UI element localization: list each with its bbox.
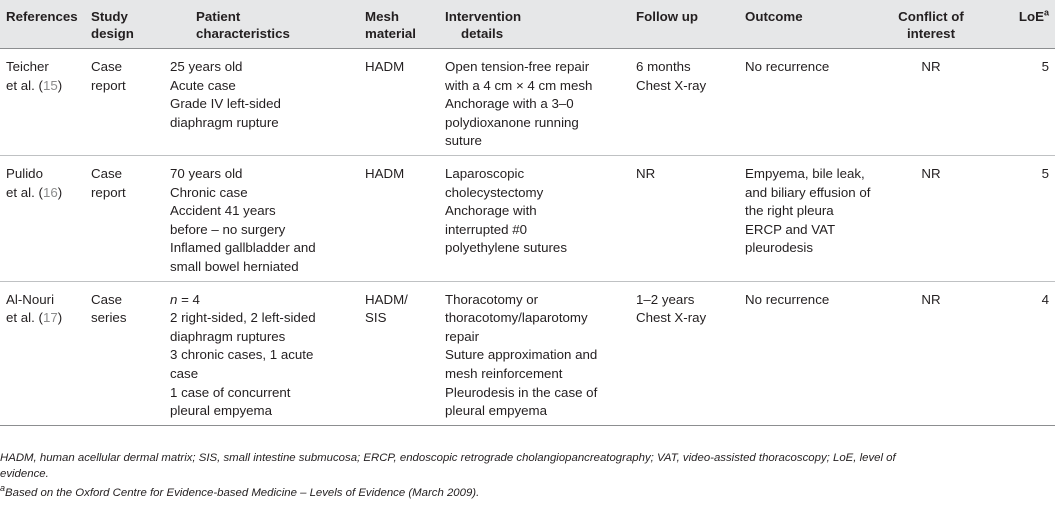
citation-link[interactable]: 15 xyxy=(42,77,58,93)
header-row xyxy=(0,0,1055,49)
abbreviations-note: HADM, human acellular dermal matrix; SIS, small intestine submucosa; ERCP, endoscopic retrograde cholangiopancreatography; VAT, video-assisted thoracoscopy; LoE, level of evidence. xyxy=(0,452,896,480)
table-row xyxy=(0,155,1055,281)
citation-link[interactable]: 17 xyxy=(42,310,58,326)
study-design-cell: Case series xyxy=(91,291,127,326)
header-study-design: Study design xyxy=(91,9,134,41)
patient-characteristics-cell: n = 4 2 right-sided, 2 left-sided diaphragm ruptures 3 chronic cases, 1 acute case 1 case of concurrent pleural empyema xyxy=(170,291,316,419)
loe-source-note: $^a$Based on the Oxford Centre for Evidence-based Medicine – Levels of Evidence (March 2009). xyxy=(0,483,480,499)
table-footnotes xyxy=(0,450,1050,501)
header-loe: LoE$^a$ xyxy=(1018,7,1049,24)
intervention-details-cell: Laparoscopic cholecystectomy Anchorage with interrupted #0 polyethylene sutures xyxy=(445,165,567,256)
loe-cell: 5 xyxy=(1041,165,1049,181)
outcome-cell: No recurrence xyxy=(745,291,830,307)
follow-up-cell: 6 months Chest X-ray xyxy=(636,59,707,93)
mesh-material-cell: HADM/ SIS xyxy=(365,291,408,326)
intervention-details-cell: Open tension-free repair with a 4 cm × 4 cm mesh Anchorage with a 3–0 polydioxanone running suture xyxy=(445,59,593,149)
patient-characteristics-cell: 70 years old Chronic case Accident 41 years before – no surgery Inflamed gallbladder and small bowel herniated xyxy=(170,165,316,274)
reference-cell: Pulido et al. (16) xyxy=(6,165,63,200)
conflict-of-interest-cell: NR xyxy=(921,165,941,181)
table-row xyxy=(0,281,1055,425)
conflict-of-interest-cell: NR xyxy=(921,59,941,74)
study-design-cell: Case report xyxy=(91,165,126,200)
citation-link[interactable]: 16 xyxy=(42,184,58,200)
header-follow-up: Follow up xyxy=(636,9,699,24)
table-row xyxy=(0,49,1055,156)
conflict-of-interest-cell: NR xyxy=(921,291,941,307)
outcome-cell: No recurrence xyxy=(745,59,830,74)
loe-cell: 5 xyxy=(1041,59,1049,74)
reference-cell: Teicher et al. (15) xyxy=(6,59,63,93)
intervention-details-cell: Thoracotomy or thoracotomy/laparotomy repair Suture approximation and mesh reinforcement Pleurodesis in the case of pleural empyema xyxy=(445,291,598,419)
study-design-cell: Case report xyxy=(91,59,126,93)
loe-cell: 4 xyxy=(1041,291,1049,307)
outcome-cell: Empyema, bile leak, and biliary effusion of the right pleura ERCP and VAT pleurodesis xyxy=(745,165,871,256)
mesh-material-cell: HADM xyxy=(365,59,405,74)
header-conflict-of-interest: Conflict of interest xyxy=(898,9,964,41)
header-references: References xyxy=(6,9,78,24)
follow-up-cell: NR xyxy=(636,165,656,181)
follow-up-cell: 1–2 years Chest X-ray xyxy=(636,291,707,326)
header-outcome: Outcome xyxy=(745,9,803,24)
mesh-material-cell: HADM xyxy=(365,165,405,181)
header-patient-characteristics: Patient characteristics xyxy=(196,9,290,41)
reference-cell: Al-Nouri et al. (17) xyxy=(6,291,63,326)
header-mesh-material: Mesh material xyxy=(365,9,416,41)
header-intervention-details: Intervention details xyxy=(445,9,522,41)
patient-characteristics-cell: 25 years old Acute case Grade IV left-sided diaphragm rupture xyxy=(170,59,281,130)
